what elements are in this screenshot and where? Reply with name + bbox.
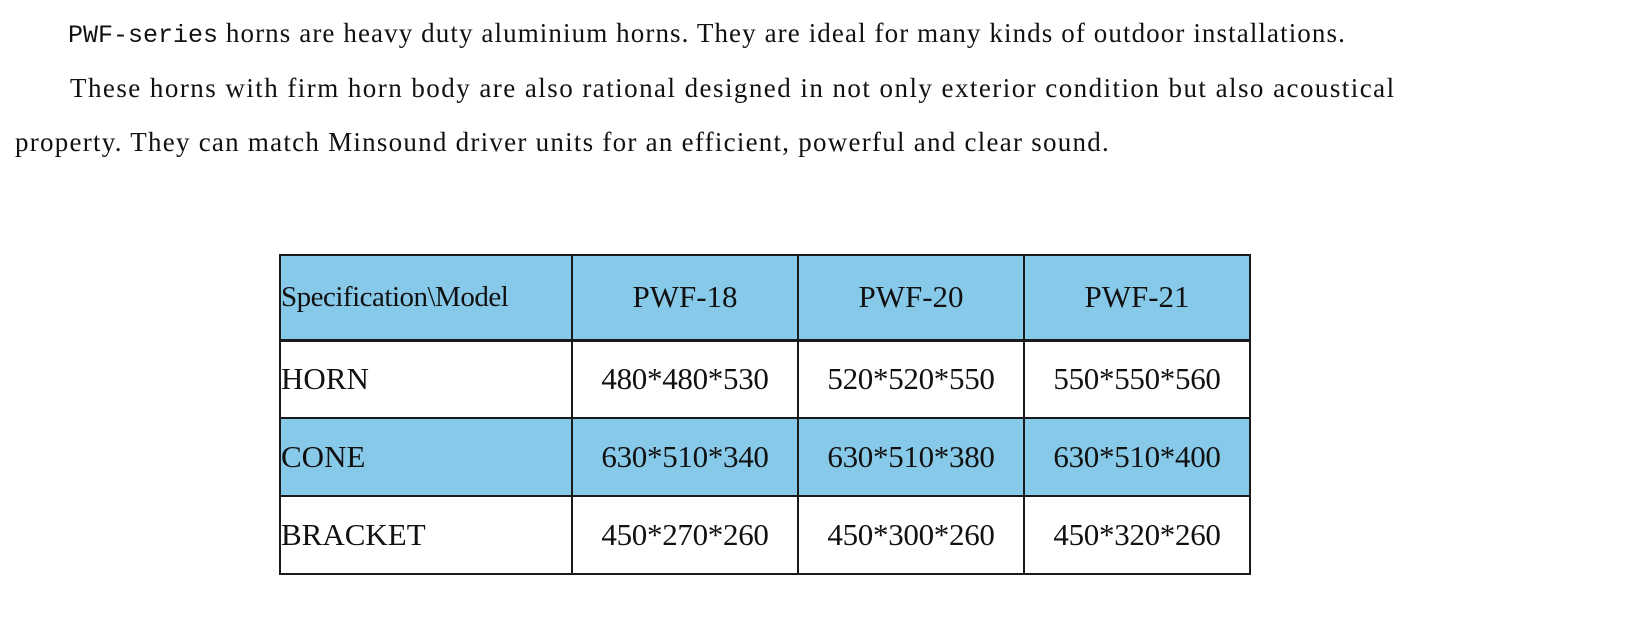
header-model-pwf-18: PWF-18 <box>572 255 798 340</box>
table-row-horn <box>280 340 1250 418</box>
intro-paragraph-2-line-2: property. They can match Minsound driver units for an efficient, powerful and clear sound. <box>15 127 1110 157</box>
table-cell: 630*510*380 <box>798 418 1024 496</box>
table-cell: 480*480*530 <box>572 340 798 418</box>
table-cell: 520*520*550 <box>798 340 1024 418</box>
table-cell: 450*320*260 <box>1024 496 1250 574</box>
row-label-bracket: BRACKET <box>280 496 572 574</box>
series-name: PWF-series <box>68 21 219 50</box>
table-cell: 450*270*260 <box>572 496 798 574</box>
table-header-row <box>280 255 1250 340</box>
intro-text-1: horns are heavy duty aluminium horns. They are ideal for many kinds of outdoor installations. <box>218 18 1346 48</box>
header-model-pwf-21: PWF-21 <box>1024 255 1250 340</box>
header-model-pwf-20: PWF-20 <box>798 255 1024 340</box>
specification-table <box>279 254 1251 575</box>
intro-paragraph-2-line-1: These horns with firm horn body are also rational designed in not only exterior condition but also acoustical <box>70 73 1396 103</box>
row-label-cone: CONE <box>280 418 572 496</box>
table-cell: 630*510*400 <box>1024 418 1250 496</box>
table-cell: 450*300*260 <box>798 496 1024 574</box>
table-cell: 550*550*560 <box>1024 340 1250 418</box>
table-cell: 630*510*340 <box>572 418 798 496</box>
table-row-bracket <box>280 496 1250 574</box>
row-label-horn: HORN <box>280 340 572 418</box>
table-row-cone <box>280 418 1250 496</box>
intro-paragraph-1 <box>68 18 1346 50</box>
header-spec-model: Specification\Model <box>280 255 572 340</box>
